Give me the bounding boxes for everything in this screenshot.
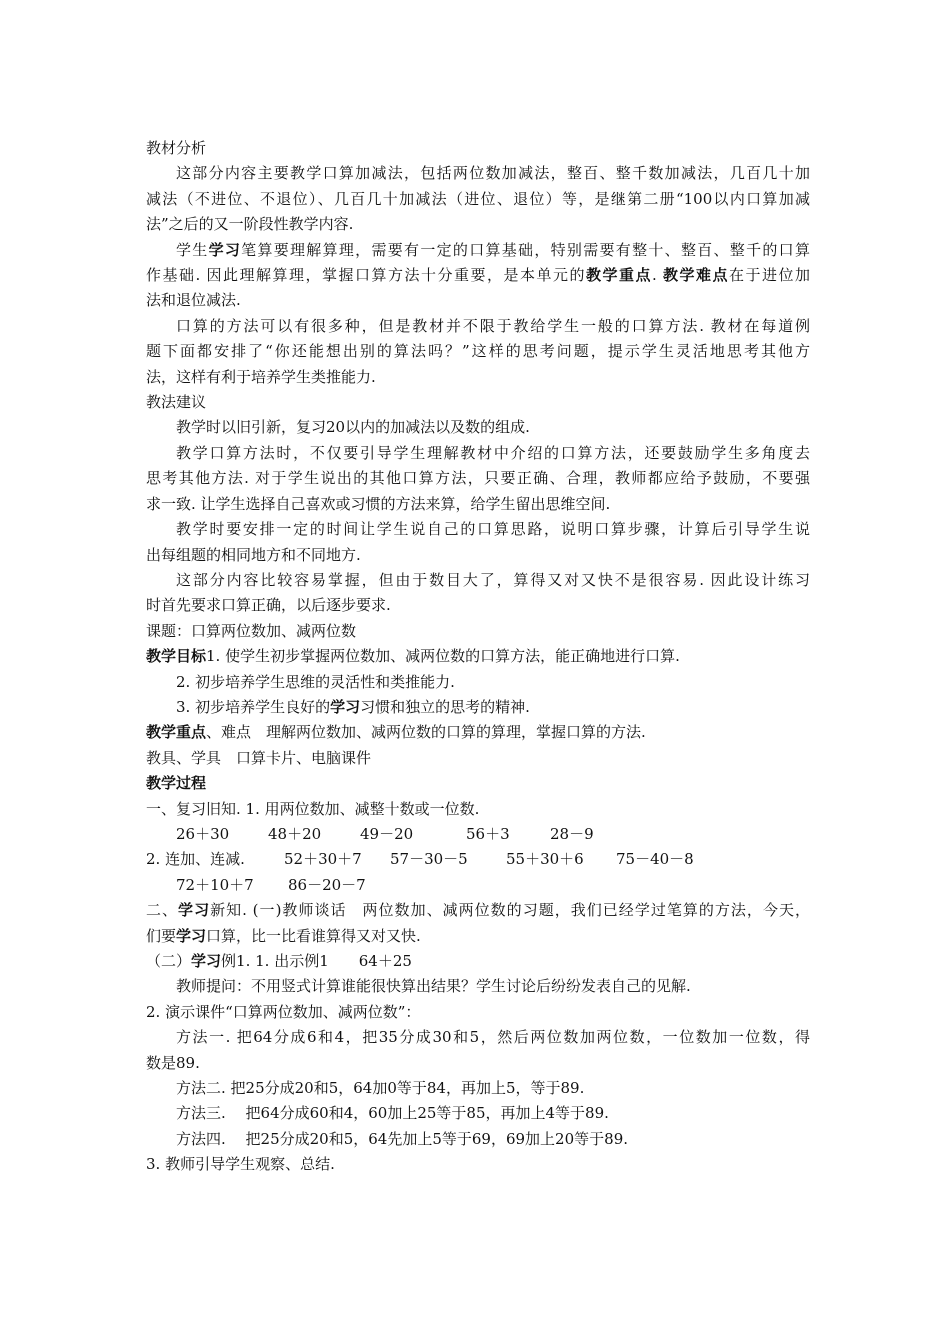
teaching-focus <box>146 720 810 745</box>
teaching-objectives <box>146 644 810 669</box>
text-run: 例1. 1. 出示例1 64＋25 <box>221 952 412 970</box>
paragraph-line: 法”之后的又一阶段性教学内容. <box>146 215 354 234</box>
method-line: 数是89. <box>146 1053 200 1072</box>
text-run: 新知. (一)教师谈话 两位数加、减两位数的习题，我们已经学过笔算的方法，今天， <box>210 901 810 920</box>
bold-term: 学习 <box>191 952 222 970</box>
text-run: . <box>651 266 663 285</box>
paragraph-line <box>146 263 810 288</box>
paragraph-line: 法和退位减法. <box>146 291 241 310</box>
example-line <box>146 949 810 974</box>
bold-term: 学习 <box>330 697 361 716</box>
bold-label: 教学重点 <box>146 723 207 742</box>
bold-term: 学习 <box>178 901 211 920</box>
exercise-item: 86－20－7 <box>288 875 366 894</box>
text-run: 3. 初步培养学生良好的 <box>176 697 331 716</box>
paragraph-line: 2. 演示课件“口算两位数加、减两位数”： <box>146 1002 421 1021</box>
paragraph-line <box>146 238 810 263</box>
paragraph-line: 口算的方法可以有很多种，但是教材并不限于教给学生一般的口算方法. 教材在每道例 <box>176 316 810 335</box>
paragraph-line: 减法（不进位、不退位）、几百几十加减法（进位、退位）等，是继第二册“100以内口算加减 <box>146 189 810 208</box>
text-run: 作基础. 因此理解算理，掌握口算方法十分重要，是本单元的 <box>146 266 586 285</box>
text-run: 口算，比一比看谁算得又对又快. <box>206 926 421 945</box>
exercise-row <box>146 873 810 898</box>
section-heading-teaching-suggestions: 教法建议 <box>146 393 207 412</box>
section-heading-textbook-analysis: 教材分析 <box>146 139 207 157</box>
text-run: （二） <box>146 952 192 970</box>
exercise-item: 49－20 <box>360 824 414 843</box>
teaching-process-heading: 教学过程 <box>146 774 207 793</box>
method-line: 方法三. 把64分成60和4，60加上25等于85，再加上4等于89. <box>176 1104 609 1123</box>
paragraph-line: 出每组题的相同地方和不同地方. <box>146 545 361 564</box>
text-run: 习惯和独立的思考的精神. <box>360 697 530 716</box>
exercise-row <box>146 847 810 872</box>
paragraph-line: 时首先要求口算正确，以后逐步要求. <box>146 596 391 615</box>
bold-term: 学习 <box>208 240 242 259</box>
bold-label: 教学目标 <box>146 647 207 666</box>
text-run: 1. 使学生初步掌握两位数加、减两位数的口算方法，能正确地进行口算. <box>206 647 680 666</box>
paragraph-line: 法，这样有利于培养学生类推能力. <box>146 367 376 386</box>
bold-term: 学习 <box>176 926 207 945</box>
text-run: 在于进位加 <box>729 266 810 285</box>
objective-item <box>146 695 810 720</box>
text-run: 们要 <box>146 926 177 945</box>
method-line: 方法四. 把25分成20和5，64先加上5等于69，69加上20等于89. <box>176 1129 629 1148</box>
exercise-row <box>146 822 810 847</box>
text-run: 二、 <box>146 901 179 920</box>
teaching-aids: 教具、学具 口算卡片、电脑课件 <box>146 748 372 767</box>
method-line: 方法一. 把64分成6和4，把35分成30和5，然后两位数加两位数，一位数加一位数，得 <box>176 1028 810 1047</box>
text-run: 、难点 理解两位数加、减两位数的口算的算理，掌握口算的方法. <box>206 723 646 742</box>
bold-term: 教学重点 <box>585 266 652 285</box>
paragraph-line: 教学口算方法时，不仅要引导学生理解教材中介绍的口算方法，还要鼓励学生多角度去 <box>176 443 810 462</box>
paragraph-line: 思考其他方法. 对于学生说出的其他口算方法，只要正确、合理，教师都应给予鼓励，不要强 <box>146 469 810 488</box>
exercise-item: 52＋30＋7 <box>284 850 362 869</box>
exercise-item: 72＋10＋7 <box>176 875 254 894</box>
paragraph-line: 教学时以旧引新，复习20以内的加减法以及数的组成. <box>176 418 530 437</box>
exercise-item: 55＋30＋6 <box>506 850 584 869</box>
paragraph-line: 求一致. 让学生选择自己喜欢或习惯的方法来算，给学生留出思维空间. <box>146 494 611 513</box>
paragraph-line: 题下面都安排了“你还能想出别的算法吗？”这样的思考问题，提示学生灵活地思考其他方 <box>146 342 810 361</box>
paragraph-line <box>146 924 810 949</box>
paragraph-line: 这部分内容比较容易掌握，但由于数目大了，算得又对又快不是很容易. 因此设计练习 <box>176 570 810 589</box>
exercise-item: 48＋20 <box>268 824 322 843</box>
paragraph-line: 这部分内容主要教学口算加减法，包括两位数加减法，整百、整千数加减法，几百几十加 <box>176 164 810 183</box>
bold-term: 教学难点 <box>663 266 729 285</box>
objective-item: 2. 初步培养学生思维的灵活性和类推能力. <box>176 672 455 691</box>
paragraph-line: 教学时要安排一定的时间让学生说自己的口算思路，说明口算步骤，计算后引导学生说 <box>176 520 810 539</box>
text-run: 笔算要理解算理，需要有一定的口算基础，特别需要有整十、整百、整千的口算 <box>241 240 810 259</box>
exercise-item: 26＋30 <box>176 824 230 843</box>
exercise-label: 2. 连加、连减. <box>146 850 245 869</box>
paragraph-line: 3. 教师引导学生观察、总结. <box>146 1155 335 1174</box>
method-line: 方法二. 把25分成20和5，64加0等于84，再加上5，等于89. <box>176 1079 585 1098</box>
exercise-item: 56＋3 <box>466 824 510 843</box>
review-step: 一、复习旧知. 1. 用两位数加、减整十数或一位数. <box>146 799 480 818</box>
lesson-topic: 课题：口算两位数加、减两位数 <box>146 621 357 640</box>
paragraph-line: 教师提问：不用竖式计算谁能很快算出结果？学生讨论后纷纷发表自己的见解. <box>176 977 691 996</box>
text-run: 学生 <box>176 240 209 259</box>
exercise-item: 28－9 <box>550 824 594 843</box>
exercise-item: 57－30－5 <box>390 850 468 869</box>
exercise-item: 75－40－8 <box>616 850 694 869</box>
new-knowledge-step <box>146 898 810 923</box>
